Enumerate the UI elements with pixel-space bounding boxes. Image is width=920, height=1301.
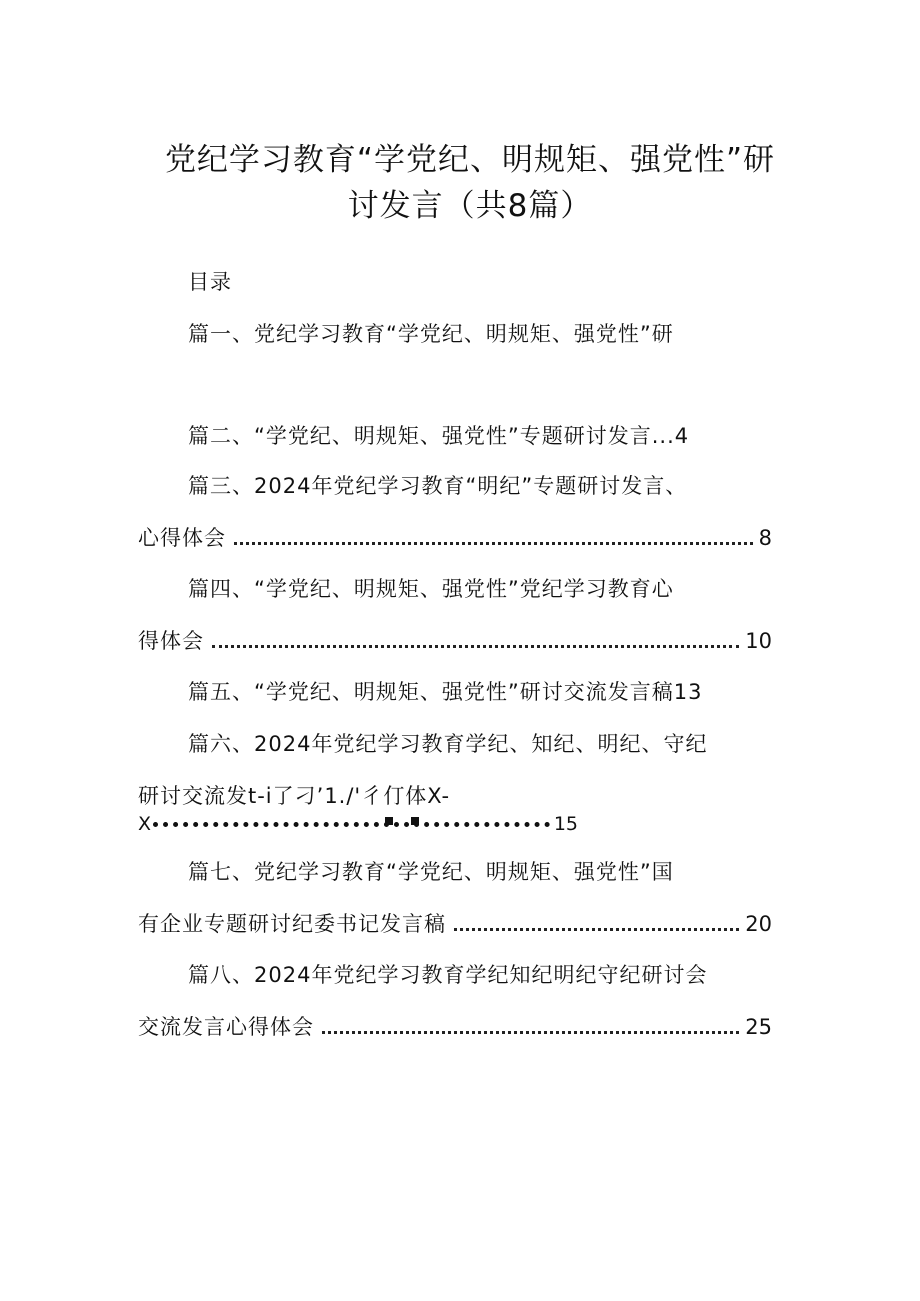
toc-entry-6-line-2[interactable]: 研讨交流发t-i了刁’1./'彳仃体X- xyxy=(138,784,451,808)
dot-leader xyxy=(322,1031,739,1034)
toc-page-number: 20 xyxy=(745,912,772,936)
dot-leader xyxy=(454,928,739,931)
toc-entry-text: X xyxy=(138,813,152,835)
dot-leader xyxy=(153,822,550,827)
dot-leader xyxy=(212,645,739,648)
toc-entry-6-line-1[interactable]: 篇六、2024年党纪学习教育学纪、知纪、明纪、守纪 xyxy=(188,732,708,756)
toc-entry-7-line-1[interactable]: 篇七、党纪学习教育“学党纪、明规矩、强党性”国 xyxy=(188,860,674,884)
toc-entry-text: 心得体会 xyxy=(138,526,226,550)
toc-entry-4-line-1[interactable]: 篇四、“学党纪、明规矩、强党性”党纪学习教育心 xyxy=(188,577,674,601)
toc-entry-4-line-2[interactable] xyxy=(138,627,772,655)
toc-entry-2[interactable]: 篇二、“学党纪、明规矩、强党性”专题研讨发言...4 xyxy=(188,424,690,448)
toc-entry-7-line-2[interactable] xyxy=(138,910,772,938)
document-title-line-2: 讨发言（共8篇） xyxy=(347,188,593,224)
toc-entry-3-line-1[interactable]: 篇三、2024年党纪学习教育“明纪”专题研讨发言、 xyxy=(188,474,688,498)
toc-entry-8-line-2[interactable] xyxy=(138,1013,772,1041)
toc-entry-text: 得体会 xyxy=(138,629,204,653)
toc-entry-1[interactable]: 篇一、党纪学习教育“学党纪、明规矩、强党性”研 xyxy=(188,322,674,346)
toc-heading: 目录 xyxy=(188,270,232,294)
toc-entry-text: 有企业专题研讨纪委书记发言稿 xyxy=(138,912,446,936)
square-mark-icon xyxy=(411,817,419,825)
toc-entry-8-line-1[interactable]: 篇八、2024年党纪学习教育学纪知纪明纪守纪研讨会 xyxy=(188,963,708,987)
toc-page-number: 15 xyxy=(553,813,578,835)
square-mark-icon xyxy=(385,817,393,825)
toc-entry-6-line-3[interactable] xyxy=(138,811,578,837)
dot-leader xyxy=(234,542,753,545)
document-title-line-1: 党纪学习教育“学党纪、明规矩、强党性”研 xyxy=(164,142,776,178)
toc-page-number: 25 xyxy=(745,1015,772,1039)
toc-entry-3-line-2[interactable] xyxy=(138,524,772,552)
toc-entry-5[interactable]: 篇五、“学党纪、明规矩、强党性”研讨交流发言稿13 xyxy=(188,680,703,704)
toc-page-number: 8 xyxy=(758,526,772,550)
toc-entry-text: 交流发言心得体会 xyxy=(138,1015,314,1039)
toc-page-number: 10 xyxy=(745,629,772,653)
